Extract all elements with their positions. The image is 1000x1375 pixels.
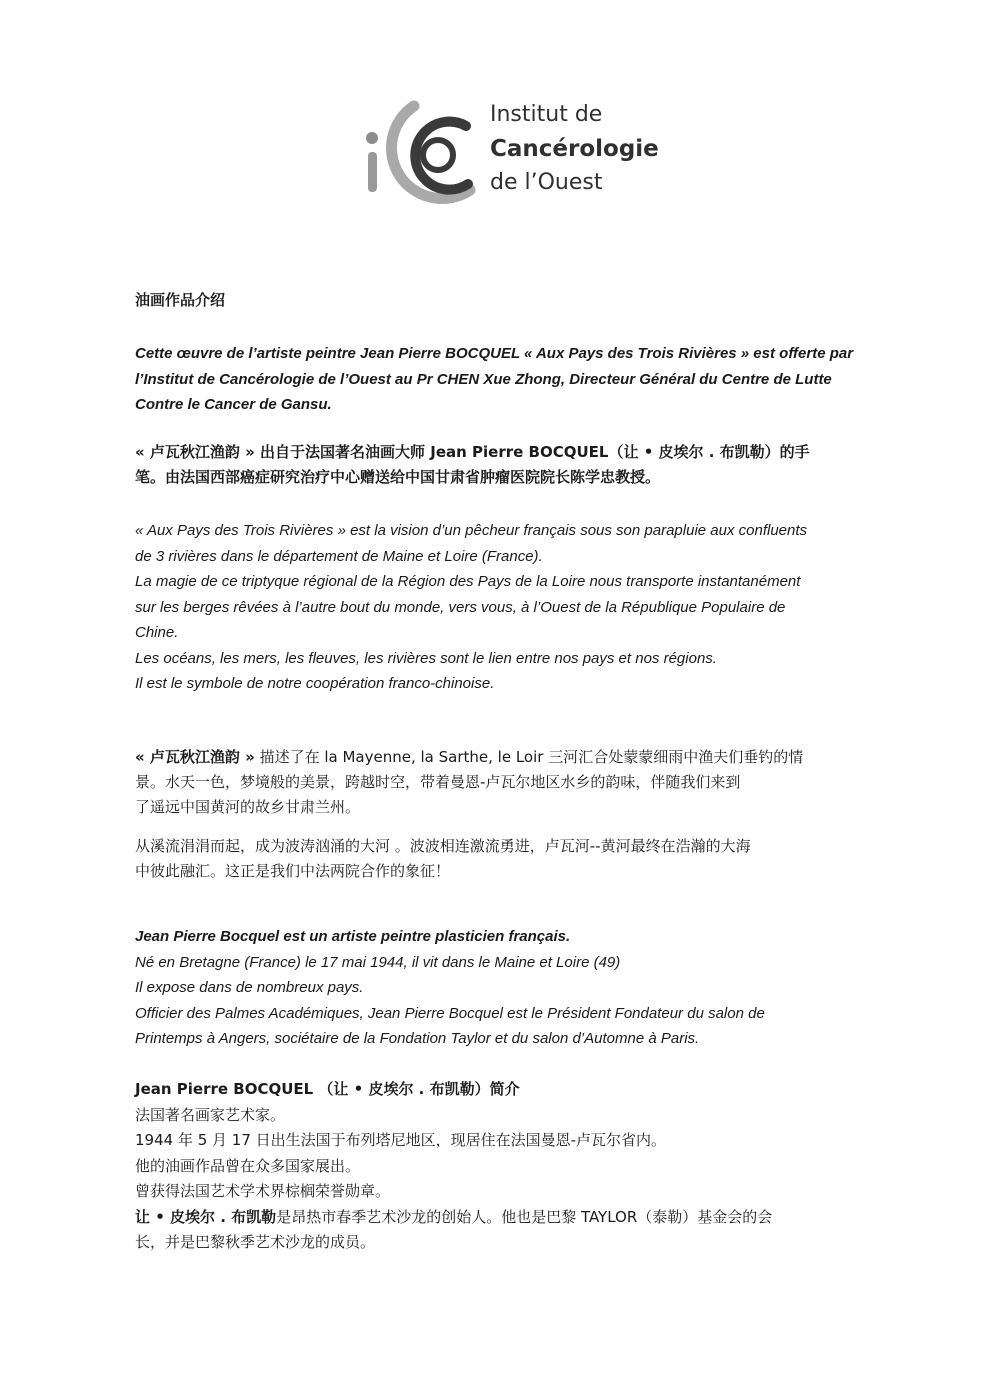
artist-bio-chinese: [135, 1077, 880, 1256]
text-line: de 3 rivières dans le département de Maine et Loire (France).: [135, 547, 543, 565]
text-line: [135, 1205, 880, 1231]
text-line: Né en Bretagne (France) le 17 mai 1944, il vit dans le Maine et Loire (49): [135, 953, 621, 971]
artist-name-zh: 让 • 皮埃尔 . 布凯勒: [135, 1207, 277, 1226]
text-line: 中彼此融汇。这正是我们中法两院合作的象征！: [135, 862, 451, 880]
vision-french-paragraph: [135, 518, 880, 697]
artist-bio-french: [135, 924, 880, 1052]
text-line: sur les berges rêvées à l’autre bout du monde, vers vous, à l’Ouest de la République Populaire de: [135, 598, 786, 616]
institute-logo: [358, 98, 658, 210]
text-line: « Aux Pays des Trois Rivières » est la vision d’un pêcheur français sous son parapluie aux confluents: [135, 522, 808, 539]
bio-lead-line: Jean Pierre Bocquel est un artiste peintre plasticien français.: [135, 928, 571, 945]
text-line: La magie de ce triptyque régional de la Région des Pays de la Loire nous transporte instantanément: [135, 573, 801, 590]
intro-chinese-paragraph: [135, 440, 880, 490]
text-line-rest: 是昂热市春季艺术沙龙的创始人。他也是巴黎 TAYLOR（泰勒）基金会的会: [276, 1207, 773, 1226]
text-line: Chine.: [135, 624, 179, 641]
logo-wordmark: [490, 98, 660, 200]
painting-title-zh: « 卢瓦秋江渔韵 »: [135, 748, 255, 766]
text-line-rest: 描述了在 la Mayenne, la Sarthe, le Loir 三河汇合处蒙蒙细雨中渔夫们垂钓的情: [254, 748, 804, 766]
text-line: « 卢瓦秋江渔韵 » 出自于法国著名油画大师 Jean Pierre BOCQUEL（让 • 皮埃尔 . 布凯勒）的手: [135, 443, 810, 461]
page-title: 油画作品介绍: [135, 291, 226, 309]
text-line: l’Institut de Cancérologie de l’Ouest au Pr CHEN Xue Zhong, Directeur Général du Centre de Lutte: [135, 370, 832, 388]
logo-line-1: Institut de: [490, 102, 603, 127]
logo-line-2: Cancérologie: [490, 136, 659, 162]
text-line: [135, 745, 880, 770]
text-line: Cette œuvre de l’artiste peintre Jean Pierre BOCQUEL « Aux Pays des Trois Rivières » est offerte par: [135, 345, 854, 362]
text-line: Contre le Cancer de Gansu.: [135, 396, 332, 413]
text-line: 笔。由法国西部癌症研究治疗中心赠送给中国甘肃省肿瘤医院院长陈学忠教授。: [135, 468, 661, 486]
text-line: Officier des Palmes Académiques, Jean Pierre Bocquel est le Président Fondateur du salon de: [135, 1004, 765, 1022]
river-symbol-chinese: [135, 834, 880, 884]
painting-description-chinese: [135, 745, 880, 820]
text-line: 景。水天一色，梦境般的美景，跨越时空，带着曼恩-卢瓦尔地区水乡的韵味，伴随我们来到: [135, 773, 741, 791]
text-line: Les océans, les mers, les fleuves, les rivières sont le lien entre nos pays et nos régions.: [135, 649, 717, 667]
intro-french-paragraph: [135, 341, 880, 418]
bio-heading-zh: Jean Pierre BOCQUEL （让 • 皮埃尔 . 布凯勒）简介: [135, 1080, 520, 1098]
text-line: Printemps à Angers, sociétaire de la Fondation Taylor et du salon d’Automne à Paris.: [135, 1030, 700, 1047]
text-line: 法国著名画家艺术家。: [135, 1105, 286, 1124]
text-line: Il expose dans de nombreux pays.: [135, 979, 364, 996]
text-line: 曾获得法国艺术学术界棕榈荣誉勋章。: [135, 1182, 391, 1200]
logo-line-3: de l’Ouest: [490, 170, 603, 195]
text-line: 长，并是巴黎秋季艺术沙龙的成员。: [135, 1233, 376, 1251]
ico-logo-mark-icon: [358, 98, 488, 210]
text-line: 1944 年 5 月 17 日出生法国于布列塔尼地区，现居住在法国曼恩-卢瓦尔省内。: [135, 1131, 667, 1149]
text-line: 了遥远中国黄河的故乡甘肃兰州。: [135, 798, 361, 816]
text-line: 他的油画作品曾在众多国家展出。: [135, 1156, 361, 1175]
text-line: 从溪流涓涓而起，成为波涛汹涌的大河 。波波相连激流勇进，卢瓦河--黄河最终在浩瀚的大海: [135, 837, 751, 855]
text-line: Il est le symbole de notre coopération franco-chinoise.: [135, 675, 495, 692]
